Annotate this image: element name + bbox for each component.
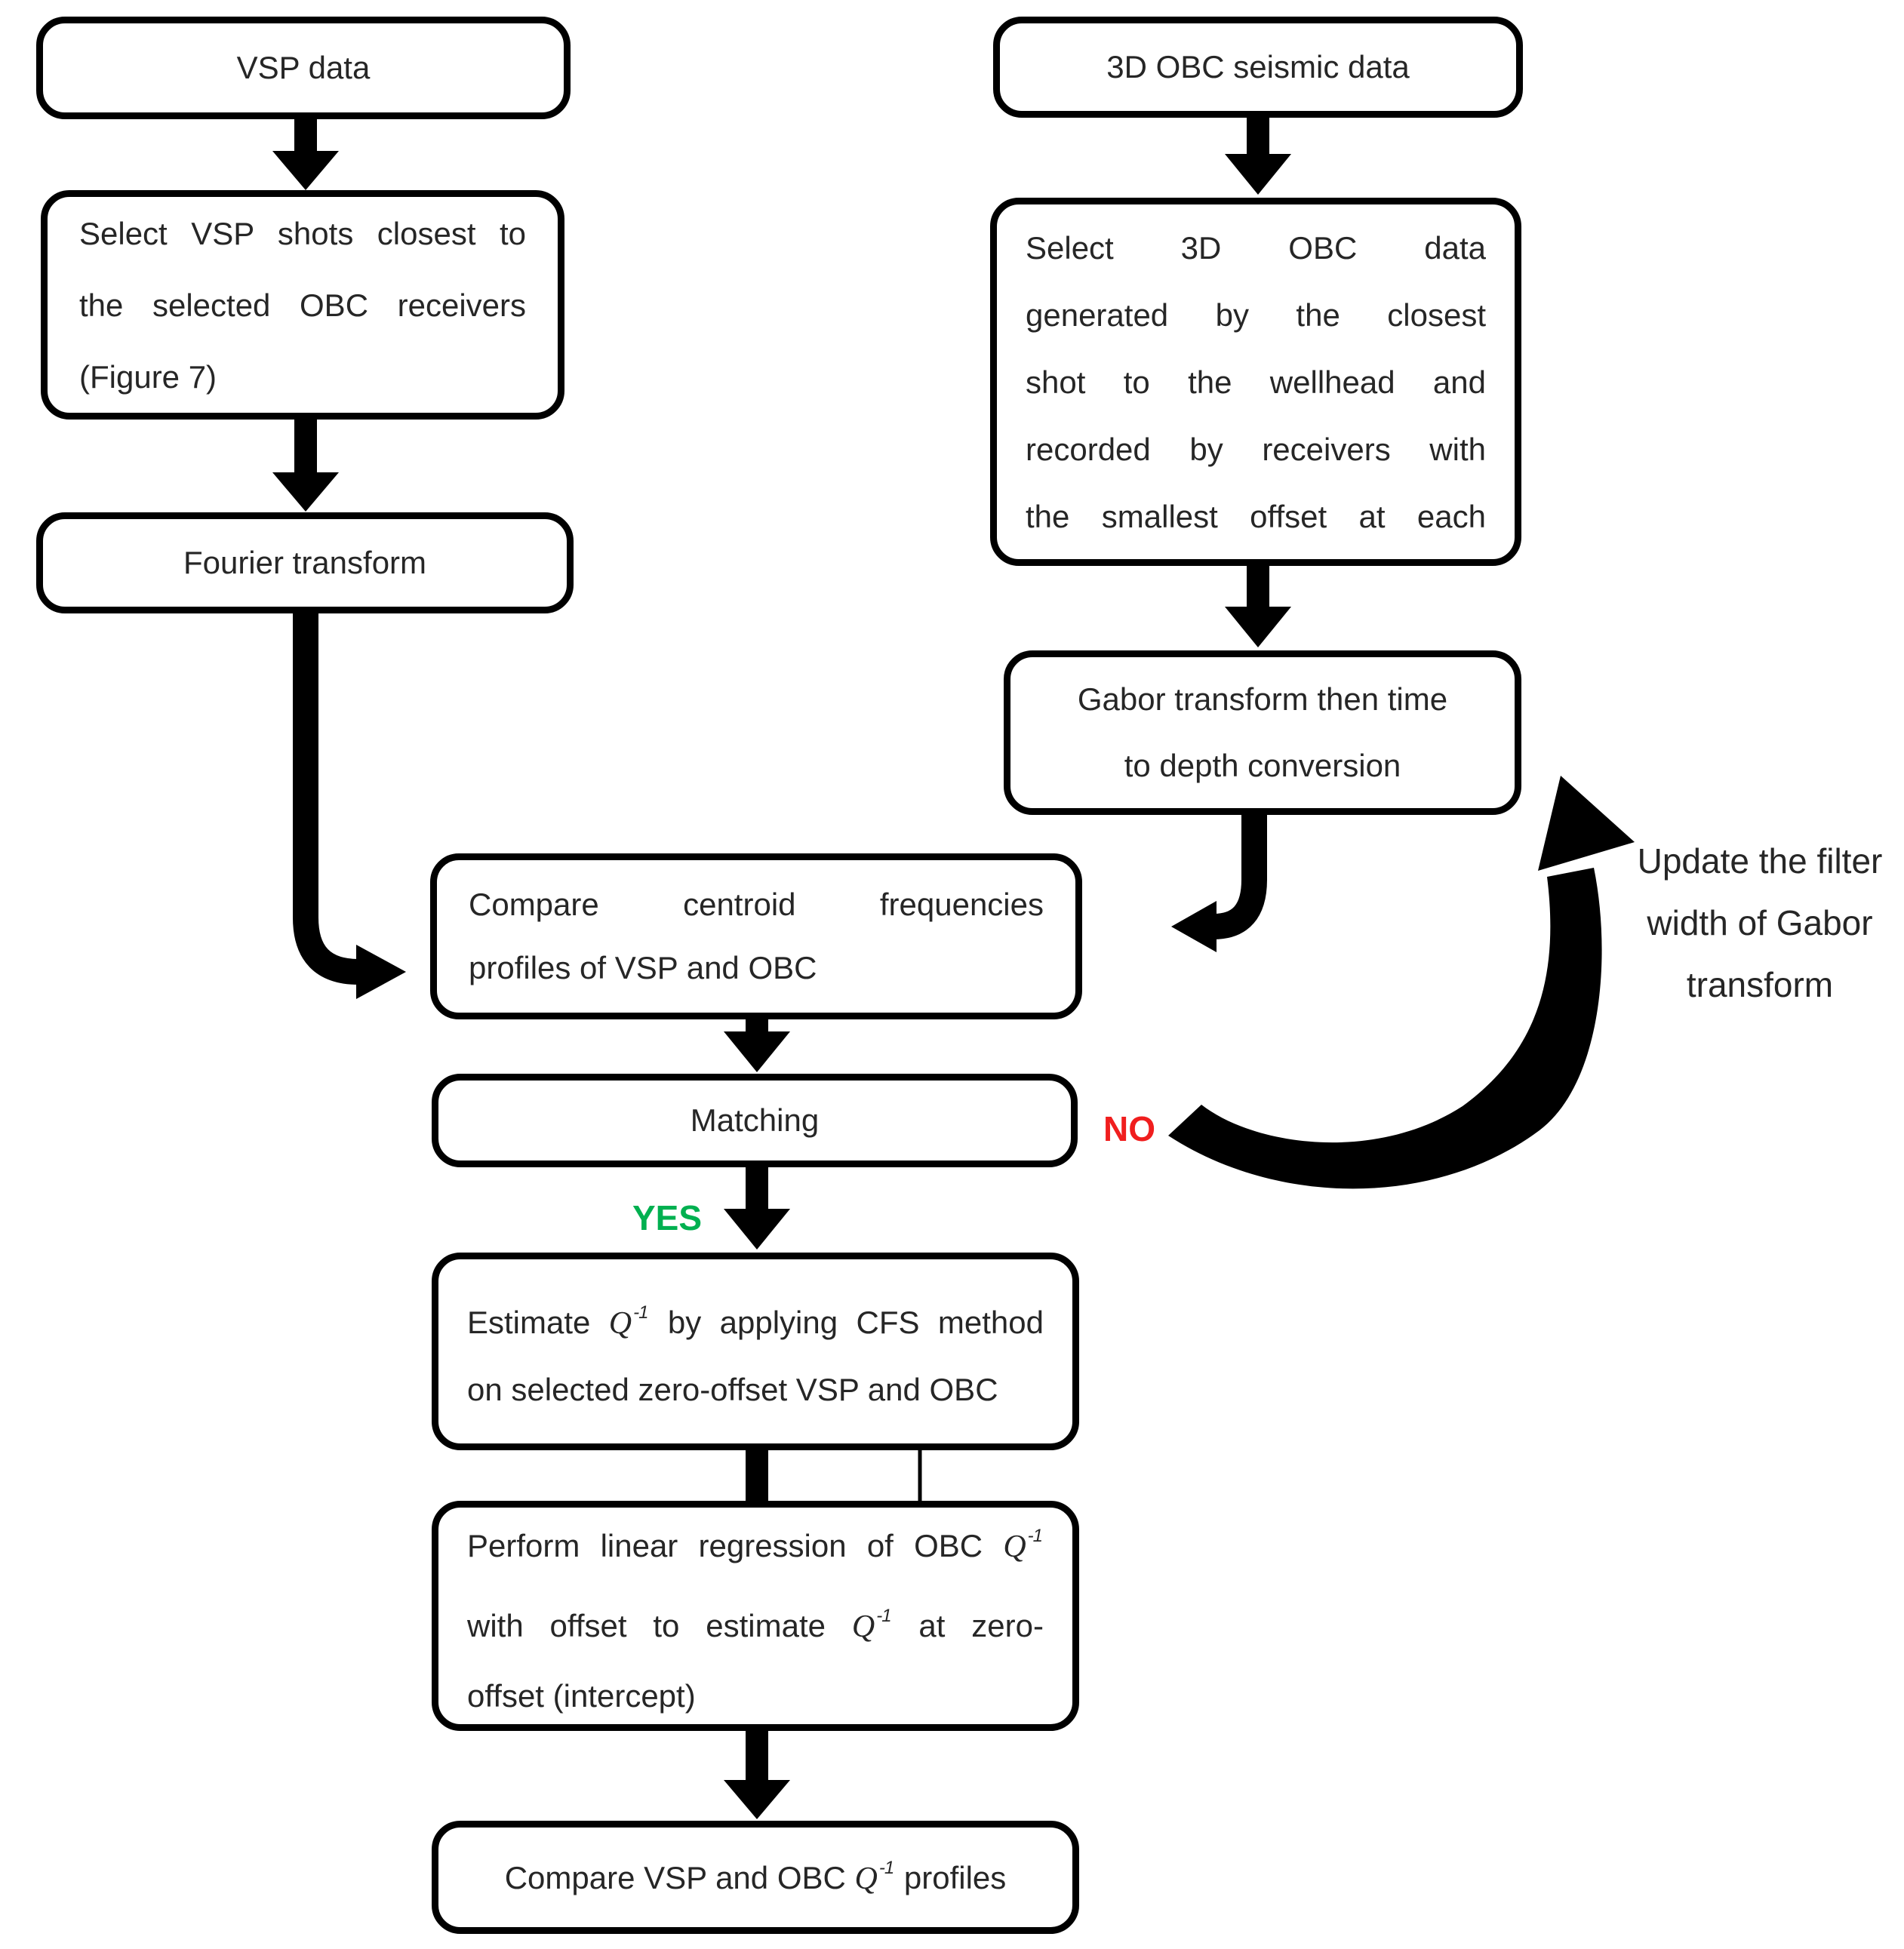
node-label: 3D OBC seismic data [1106, 49, 1410, 85]
arrow-select-to-fourier [272, 419, 339, 512]
node-line: profiles of VSP and OBC [469, 950, 817, 985]
node-label: Compare VSP and OBC $Q^{-1}$ profiles [504, 1858, 1007, 1896]
node-fourier-transform [36, 512, 574, 613]
node-vsp-data [36, 17, 571, 119]
node-estimate-q [432, 1253, 1079, 1450]
arrow-compare-to-matching [724, 1019, 790, 1072]
arrow-matching-to-estimate [724, 1167, 790, 1250]
node-compare-profiles [432, 1821, 1079, 1934]
node-label: VSP data [236, 50, 371, 85]
arrow-no-loop [1168, 776, 1635, 1188]
arrow-obc-to-select3d [1225, 117, 1291, 195]
arrow-vsp-to-select [272, 118, 339, 190]
node-line: Estimate $Q^{-1}$ by applying CFS method [467, 1302, 1044, 1341]
note-line: Update the filter [1637, 841, 1883, 881]
node-line: offset (intercept) [467, 1677, 696, 1714]
arrow-select3d-to-gabor [1225, 565, 1291, 647]
arrow-regression-to-profiles [724, 1730, 790, 1819]
node-label: Fourier transform [183, 545, 427, 580]
note-line: width of Gabor [1647, 903, 1873, 942]
node-line: shot to the wellhead and [1026, 364, 1486, 400]
node-line: Gabor transform then time [1077, 681, 1448, 717]
node-select-3d-obc [990, 198, 1521, 566]
label-yes: YES [632, 1198, 703, 1237]
node-line: with offset to estimate $Q^{-1}$ at zero- [467, 1605, 1044, 1644]
node-select-vsp [41, 190, 564, 420]
node-linear-regression [432, 1501, 1079, 1731]
node-gabor-transform [1004, 650, 1521, 815]
node-label: Matching [690, 1102, 820, 1138]
node-line: Select VSP shots closest to [79, 215, 526, 251]
node-line: the smallest offset at each [1026, 498, 1486, 534]
node-compare-centroid [430, 853, 1082, 1019]
node-matching [432, 1074, 1078, 1167]
node-line: (Figure 7) [79, 358, 217, 395]
node-line: Perform linear regression of OBC $Q^{-1}$ [467, 1525, 1042, 1564]
arrow-fourier-to-compare [306, 613, 406, 999]
label-no: NO [1103, 1109, 1155, 1148]
label-update-filter-note [1619, 830, 1900, 1016]
node-line: on selected zero-offset VSP and OBC [467, 1372, 998, 1407]
node-line: Select 3D OBC data [1026, 229, 1486, 266]
node-line: recorded by receivers with [1026, 431, 1486, 467]
note-line: transform [1686, 965, 1834, 1004]
arrow-gabor-to-compare [1171, 813, 1254, 952]
node-line: Compare centroid frequencies [469, 887, 1044, 922]
node-line: the selected OBC receivers [79, 287, 526, 323]
node-line: generated by the closest [1026, 297, 1486, 333]
node-3d-obc-data [993, 17, 1523, 118]
node-line: to depth conversion [1124, 748, 1401, 783]
